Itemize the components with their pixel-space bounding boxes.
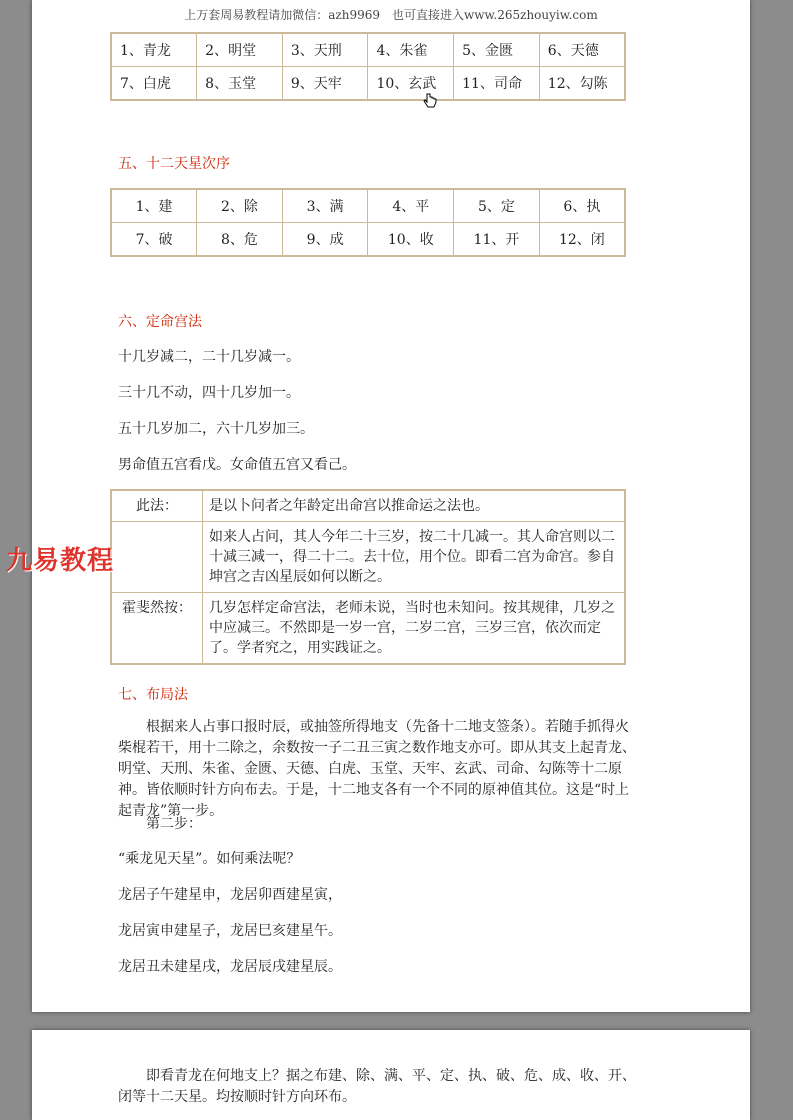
note-text: 几岁怎样定命宫法，老师未说，当时也未知问。按其规律，几岁之中应减三。不然即是一岁一宫，二岁二宫，三岁三宫，依次而定了。学者究之，用实践证之。: [203, 593, 626, 665]
table-row: [111, 593, 625, 665]
note-label: 此法：: [111, 490, 203, 522]
table-row: [111, 189, 625, 223]
table-row: [111, 67, 625, 101]
table-cell: 11、司命: [454, 67, 540, 101]
verse-line: 龙居寅申建星子，龙居巳亥建星午。: [118, 923, 342, 939]
document-page-2: [32, 1030, 750, 1120]
table-row: [111, 33, 625, 67]
table-cell: 3、天刑: [282, 33, 368, 67]
twelve-stars-table: [110, 188, 626, 257]
rule-line: 男命值五宫看戊。女命值五宫又看己。: [118, 457, 356, 473]
table-cell: 6、天德: [539, 33, 625, 67]
note-text: 是以卜问者之年龄定出命宫以推命运之法也。: [203, 490, 626, 522]
table-cell: 2、明堂: [197, 33, 283, 67]
twelve-gods-table: [110, 32, 626, 101]
note-label: 霍斐然按：: [111, 593, 203, 665]
table-cell: 12、勾陈: [539, 67, 625, 101]
table-cell: 10、收: [368, 223, 454, 257]
commentary-table: [110, 489, 626, 665]
table-cell: 9、天牢: [282, 67, 368, 101]
table-cell: 7、破: [111, 223, 197, 257]
note-label-empty: [111, 522, 203, 593]
note-text: 如来人占问，其人今年二十三岁，按二十几减一。其人命宫则以二十减三减一，得二十二。去十位，用个位。即看二宫为命宫。参自坤宫之吉凶星辰如何以断之。: [203, 522, 626, 593]
table-cell: 9、成: [282, 223, 368, 257]
hand-cursor-icon: [422, 93, 438, 109]
site-logo: 九易教程: [6, 546, 115, 576]
table-cell: 4、朱雀: [368, 33, 454, 67]
table-cell: 5、定: [454, 189, 540, 223]
step-label: 第二步：: [146, 816, 202, 832]
rule-line: 十几岁减二，二十几岁减一。: [118, 349, 300, 365]
section-7-heading: 七、布局法: [118, 687, 188, 703]
table-cell: 7、白虎: [111, 67, 197, 101]
table-cell: 8、危: [197, 223, 283, 257]
document-page-1: [32, 0, 750, 1012]
table-cell: 8、玉堂: [197, 67, 283, 101]
table-row: [111, 223, 625, 257]
table-cell: 5、金匮: [454, 33, 540, 67]
table-cell: 10、玄武: [368, 67, 454, 101]
section-6-heading: 六、定命宫法: [118, 314, 202, 330]
table-row: [111, 490, 625, 522]
watermark-text: 上万套周易教程请加微信：azh9969 也可直接进入www.265zhouyiw.com: [184, 8, 598, 22]
section-5-heading: 五、十二天星次序: [118, 156, 230, 172]
table-cell: 2、除: [197, 189, 283, 223]
rule-line: 三十几不动，四十几岁加一。: [118, 385, 300, 401]
table-cell: 12、闭: [539, 223, 625, 257]
body-paragraph: 即看青龙在何地支上？据之布建、除、满、平、定、执、破、危、成、收、开、闭等十二天星。均按顺时针方向环布。: [118, 1068, 636, 1105]
rule-line: 五十几岁加二，六十几岁加三。: [118, 421, 314, 437]
verse-line: “乘龙见天星”。如何乘法呢？: [118, 851, 301, 867]
table-row: [111, 522, 625, 593]
verse-line: 龙居丑未建星戌，龙居辰戌建星辰。: [118, 959, 342, 975]
table-cell: 1、青龙: [111, 33, 197, 67]
table-cell: 4、平: [368, 189, 454, 223]
table-cell: 1、建: [111, 189, 197, 223]
verse-line: 龙居子午建星申，龙居卯酉建星寅，: [118, 887, 342, 903]
table-cell: 3、满: [282, 189, 368, 223]
table-cell: 6、执: [539, 189, 625, 223]
table-cell: 11、开: [454, 223, 540, 257]
body-paragraph: 根据来人占事口报时辰，或抽签所得地支（先备十二地支签条）。若随手抓得火柴棍若干，用十二除之，余数按一子二丑三寅之数作地支亦可。即从其支上起青龙、明堂、天刑、朱雀、金匮、天德、白虎、玉堂、天牢、玄武、司命、勾陈等十二原神。皆依顺时针方向布去。于是，十二地支各有一个不同的原神值其位。这是“时上起青龙”第一步。: [118, 719, 636, 819]
